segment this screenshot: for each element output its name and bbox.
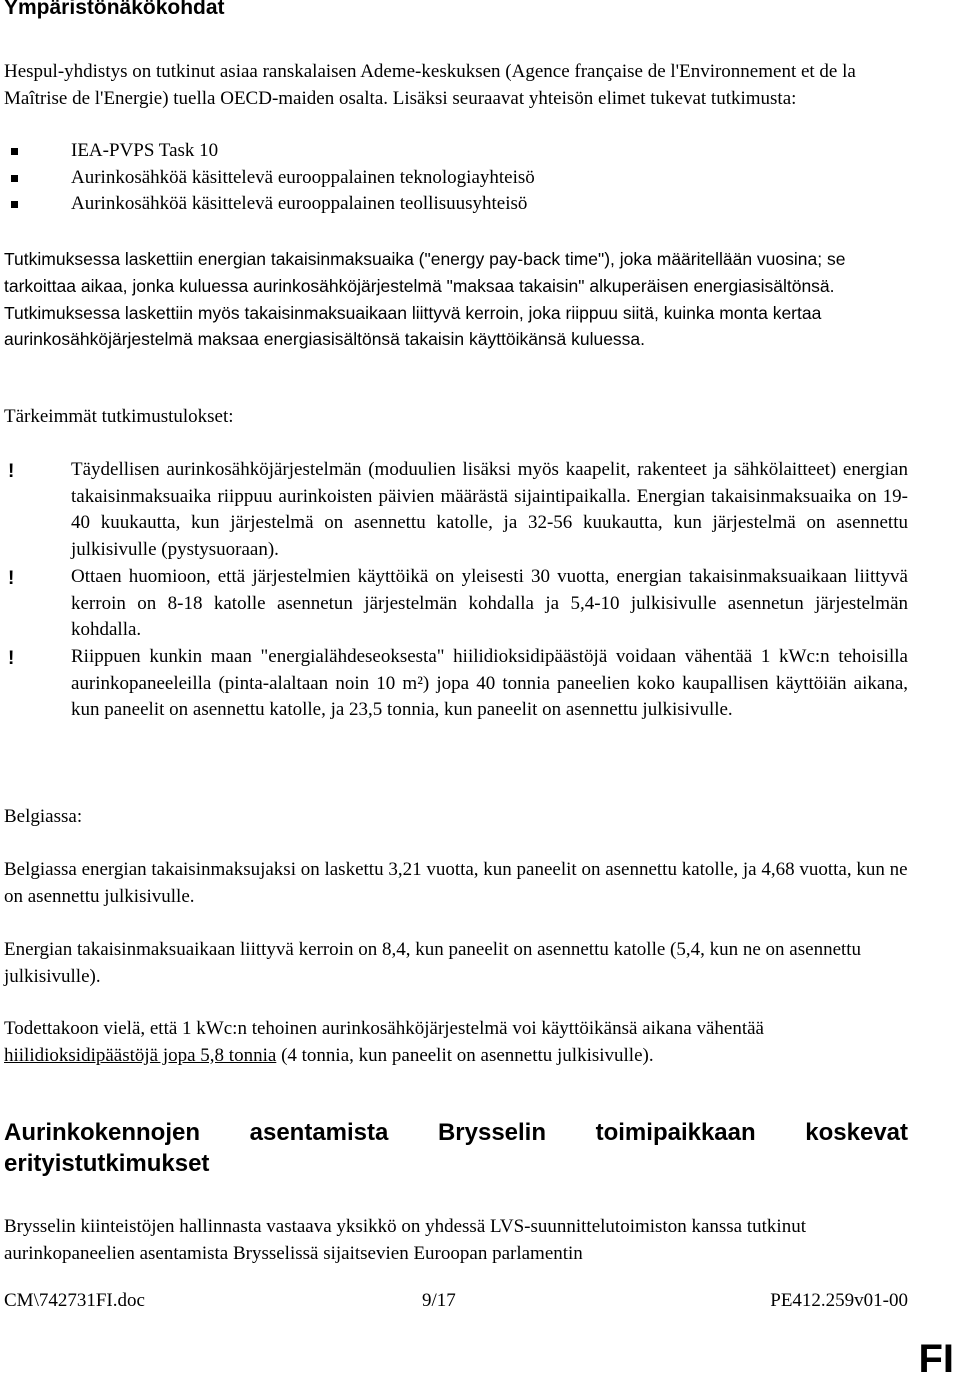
section-heading: Ympäristönäkökohdat [4,0,225,19]
list-item: ! Riippuen kunkin maan "energialähdeseoksesta" hiilidioksidipäästöjä voidaan vähentää 1 kWc:n tehoisilla aurinkopaneeleilla (pinta-alaltaan noin 10 m²) jopa 40 tonnia paneelien koko kaupallisen käyttöiän aikana, kun paneelit on asennettu katolle, ja 23,5 tonnia, kun paneelit on asennettu julkisivulle. [8,645,908,721]
list-item: ! Täydellisen aurinkosähköjärjestelmän (moduulien lisäksi myös kaapelit, rakenteet ja sähkölaitteet) energian takaisinmaksuaika riippuu aurinkoisten päivien määrästä sijaintipaikalla. Energian takaisinmaksuaika on 19-40 kuukautta, kun järjestelmä on asennettu katolle, ja 32-56 kuukautta, kun järjestelmä on asennettu julkisivulle (pystysuoraan). [8,459,908,561]
supporter-list [4,138,912,218]
brussels-paragraph: Brysselin kiinteistöjen hallinnasta vastaava yksikkö on yhdessä LVS-suunnittelutoimiston kanssa tutkinut aurinkopaneelien asentamista Brysselissä sijaitsevien Euroopan parlamentin [4,1216,806,1264]
language-code: FI [918,1337,954,1381]
exclamation-bullet-icon: ! [8,647,15,669]
study-paragraph: Tutkimuksessa laskettiin energian takaisinmaksuaika ("energy pay-back time"), joka määritellään vuosina; se tarkoittaa aikaa, jonka kuluessa aurinkosähköjärjestelmä "maksaa takaisin" alkuperäisen energiasisältönsä. Tutkimuksessa laskettiin myös takaisinmaksuaikaan liittyvä kerroin, joka riippuu siitä, kuinka monta kertaa aurinkosähköjärjestelmä maksaa energiasisältönsä takaisin käyttöikänsä kuluessa. [4,249,846,350]
belgium-paragraph-1: Belgiassa energian takaisinmaksujaksi on laskettu 3,21 vuotta, kun paneelit on asennettu katolle, ja 4,68 vuotta, kun ne on asennettu julkisivulle. [4,859,908,907]
bullet-icon [11,201,18,208]
exclamation-bullet-icon: ! [8,461,15,482]
section-heading-2: Aurinkokennojen asentamista Brysselin toimipaikkaan koskevat erityistutkimukset [4,1119,908,1177]
list-item: IEA-PVPS Task 10 [4,138,912,165]
underlined-phrase: hiilidioksidipäästöjä jopa 5,8 tonnia [4,1044,277,1066]
belgium-label: Belgiassa: [4,806,83,827]
list-item: Aurinkosähköä käsittelevä eurooppalainen teollisuusyhteisö [4,191,912,218]
belgium-paragraph-2: Energian takaisinmaksuaikaan liittyvä kerroin on 8,4, kun paneelit on asennettu katolle (5,4, kun ne on asennettu julkisivulle). [4,939,862,987]
list-item: Aurinkosähköä käsittelevä eurooppalainen teknologiayhteisö [4,165,912,192]
intro-paragraph: Hespul-yhdistys on tutkinut asiaa ranskalaisen Ademe-keskuksen (Agence française de l'Environnement et de la Maîtrise de l'Energie) tuella OECD-maiden osalta. Lisäksi seuraavat yhteisön elimet tukevat tutkimusta: [4,61,856,109]
exclamation-bullet-icon: ! [8,567,15,589]
results-list [4,457,908,724]
belgium-paragraph-3: Todettakoon vielä, että 1 kWc:n tehoinen aurinkosähköjärjestelmä voi käyttöikänsä aikana vähentää hiilidioksidipäästöjä jopa 5,8 tonnia (4 tonnia, kun paneelit on asennettu julkisivulle). [4,1018,764,1066]
page-footer [4,1290,908,1318]
results-label: Tärkeimmät tutkimustulokset: [4,406,234,427]
page-number: 9/17 [422,1290,456,1311]
bullet-icon [11,148,18,155]
document-reference: CM\742731FI.doc [4,1290,145,1311]
list-item: ! Ottaen huomioon, että järjestelmien käyttöikä on yleisesti 30 vuotta, energian takaisinmaksuaikaan liittyvä kerroin on 8-18 katolle asennetun järjestelmän kohdalla ja 5,4-10 julkisivulle asennetun järjestelmän kohdalla. [8,565,908,641]
bullet-icon [11,175,18,182]
pe-reference: PE412.259v01-00 [770,1290,908,1311]
